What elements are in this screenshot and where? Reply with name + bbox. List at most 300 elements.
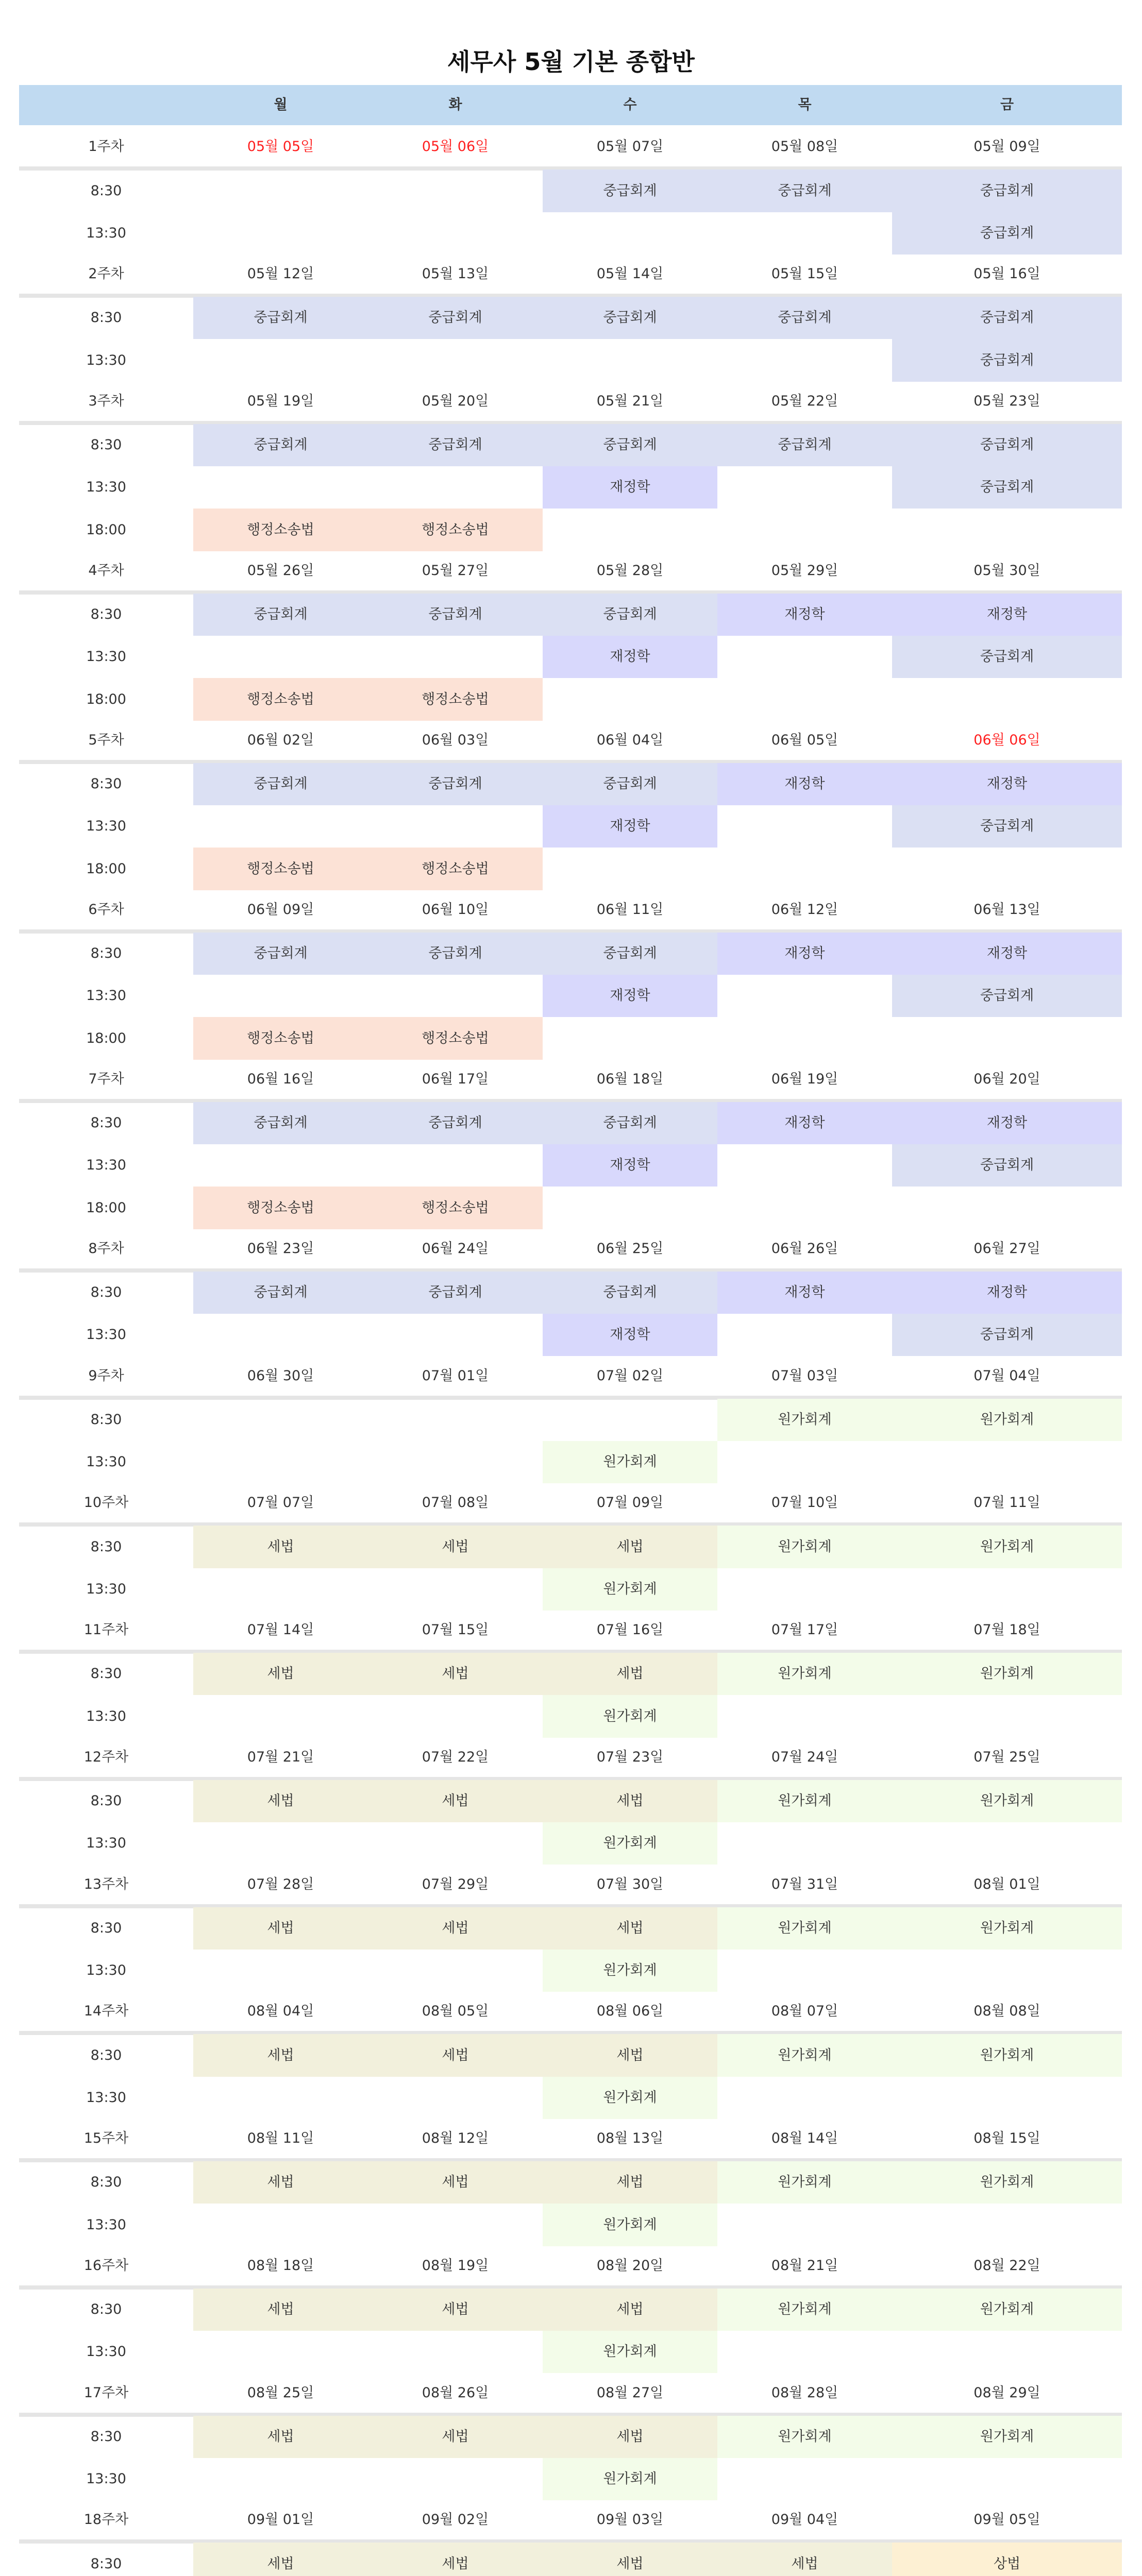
class-cell: 중급회계	[193, 424, 368, 466]
week-label: 9주차	[88, 1368, 124, 1384]
class-cell: 중급회계	[543, 933, 717, 975]
date-cell: 06월 09일	[247, 902, 314, 918]
week-label: 6주차	[88, 902, 124, 918]
date-cell: 05월 23일	[973, 393, 1040, 409]
empty-cell	[368, 212, 543, 255]
empty-cell	[193, 1568, 368, 1611]
class-cell: 세법	[368, 1907, 543, 1950]
empty-cell	[717, 805, 892, 848]
date-cell: 08월 19일	[422, 2258, 489, 2274]
empty-cell	[368, 2204, 543, 2246]
date-cell: 07월 23일	[596, 1749, 664, 1765]
date-cell: 05월 15일	[771, 266, 838, 282]
empty-cell	[368, 1441, 543, 1483]
date-cell: 07월 09일	[596, 1495, 664, 1511]
class-cell: 행정소송법	[193, 1017, 368, 1060]
class-cell: 원가회계	[892, 1653, 1122, 1695]
time-label: 8:30	[90, 1115, 122, 1131]
week-label: 8주차	[88, 1241, 124, 1257]
week-label: 10주차	[83, 1495, 129, 1511]
class-cell: 중급회계	[717, 170, 892, 212]
class-cell: 재정학	[892, 1272, 1122, 1314]
empty-cell	[717, 1568, 892, 1611]
class-cell: 원가회계	[543, 2077, 717, 2119]
empty-cell	[368, 170, 543, 212]
date-cell: 05월 13일	[422, 266, 489, 282]
class-cell: 원가회계	[543, 1822, 717, 1865]
day-header-row	[19, 85, 1122, 125]
class-cell: 중급회계	[368, 297, 543, 339]
empty-cell	[193, 2077, 368, 2119]
class-cell: 세법	[368, 2543, 543, 2576]
class-cell: 재정학	[543, 1314, 717, 1356]
date-cell: 08월 08일	[973, 2003, 1040, 2019]
date-cell: 05월 19일	[247, 393, 314, 409]
empty-cell	[193, 339, 368, 382]
date-cell: 07월 01일	[422, 1368, 489, 1384]
time-label: 8:30	[90, 1666, 122, 1682]
date-cell: 07월 30일	[596, 1876, 664, 1892]
date-cell: 09월 01일	[247, 2512, 314, 2528]
class-cell: 재정학	[717, 933, 892, 975]
class-cell: 재정학	[543, 466, 717, 509]
time-label: 13:30	[86, 2471, 126, 2487]
week-label: 2주차	[88, 266, 124, 282]
empty-cell	[892, 678, 1122, 721]
date-cell: 08월 25일	[247, 2385, 314, 2401]
empty-cell	[193, 1695, 368, 1738]
class-cell: 중급회계	[368, 1272, 543, 1314]
class-cell: 세법	[193, 1907, 368, 1950]
class-cell: 중급회계	[193, 1272, 368, 1314]
class-cell: 세법	[543, 2161, 717, 2204]
class-cell: 재정학	[892, 763, 1122, 805]
time-label: 13:30	[86, 2090, 126, 2106]
date-cell: 08월 27일	[596, 2385, 664, 2401]
time-label: 8:30	[90, 776, 122, 792]
class-cell: 중급회계	[543, 594, 717, 636]
class-cell: 원가회계	[717, 1526, 892, 1568]
empty-cell	[892, 2077, 1122, 2119]
class-cell: 원가회계	[892, 2034, 1122, 2077]
time-label: 13:30	[86, 1962, 126, 1978]
date-cell: 05월 20일	[422, 393, 489, 409]
date-cell: 05월 29일	[771, 563, 838, 579]
class-cell: 중급회계	[193, 594, 368, 636]
empty-cell	[717, 678, 892, 721]
empty-cell	[368, 1822, 543, 1865]
date-cell: 07월 24일	[771, 1749, 838, 1765]
week-label: 12주차	[83, 1749, 129, 1765]
date-cell: 09월 05일	[973, 2512, 1040, 2528]
empty-cell	[717, 636, 892, 678]
class-cell: 중급회계	[193, 1102, 368, 1144]
class-cell: 중급회계	[543, 170, 717, 212]
empty-cell	[543, 1017, 717, 1060]
class-cell: 원가회계	[543, 2204, 717, 2246]
empty-cell	[368, 2077, 543, 2119]
date-cell: 05월 27일	[422, 563, 489, 579]
date-cell: 06월 26일	[771, 1241, 838, 1257]
week-label: 4주차	[88, 563, 124, 579]
empty-cell	[543, 1399, 717, 1441]
class-cell: 중급회계	[892, 424, 1122, 466]
class-cell: 세법	[193, 2289, 368, 2331]
date-cell: 05월 28일	[596, 563, 664, 579]
empty-cell	[717, 1187, 892, 1229]
week-label: 5주차	[88, 732, 124, 748]
empty-cell	[892, 1441, 1122, 1483]
time-label: 13:30	[86, 1157, 126, 1173]
empty-cell	[193, 2458, 368, 2500]
class-cell: 원가회계	[543, 1695, 717, 1738]
class-cell: 중급회계	[892, 339, 1122, 382]
date-cell: 08월 01일	[973, 1876, 1040, 1892]
class-cell: 세법	[543, 1653, 717, 1695]
empty-cell	[368, 339, 543, 382]
date-cell: 09월 03일	[596, 2512, 664, 2528]
date-cell: 05월 16일	[973, 266, 1040, 282]
time-label: 13:30	[86, 1327, 126, 1343]
date-cell-holiday: 06월 06일	[973, 732, 1040, 748]
week-label: 17주차	[83, 2385, 129, 2401]
date-cell: 06월 11일	[596, 902, 664, 918]
class-cell: 세법	[543, 1526, 717, 1568]
date-cell: 07월 14일	[247, 1622, 314, 1638]
empty-cell	[193, 2204, 368, 2246]
date-cell: 06월 04일	[596, 732, 664, 748]
class-cell: 세법	[193, 2161, 368, 2204]
date-cell: 08월 13일	[596, 2130, 664, 2146]
date-cell: 06월 25일	[596, 1241, 664, 1257]
empty-cell	[717, 2331, 892, 2373]
class-cell: 세법	[368, 1780, 543, 1822]
class-cell: 재정학	[892, 933, 1122, 975]
date-cell: 08월 28일	[771, 2385, 838, 2401]
class-cell: 세법	[193, 2034, 368, 2077]
time-label: 18:00	[86, 861, 126, 877]
week-label: 3주차	[88, 393, 124, 409]
date-cell: 08월 18일	[247, 2258, 314, 2274]
class-cell: 세법	[368, 1526, 543, 1568]
empty-cell	[193, 975, 368, 1017]
week-label: 16주차	[83, 2258, 129, 2274]
date-cell: 08월 14일	[771, 2130, 838, 2146]
class-cell: 행정소송법	[368, 848, 543, 890]
date-cell: 06월 18일	[596, 1071, 664, 1087]
class-cell: 행정소송법	[368, 1017, 543, 1060]
day-header-mon: 월	[274, 97, 288, 113]
empty-cell	[717, 1144, 892, 1187]
date-cell: 06월 17일	[422, 1071, 489, 1087]
time-label: 8:30	[90, 2047, 122, 2063]
time-label: 18:00	[86, 522, 126, 538]
class-cell: 원가회계	[892, 2289, 1122, 2331]
empty-cell	[543, 339, 717, 382]
date-cell-holiday: 05월 05일	[247, 139, 314, 155]
date-cell: 07월 25일	[973, 1749, 1040, 1765]
time-label: 13:30	[86, 1708, 126, 1724]
empty-cell	[717, 1017, 892, 1060]
empty-cell	[717, 1822, 892, 1865]
class-cell: 원가회계	[543, 1568, 717, 1611]
date-cell: 06월 05일	[771, 732, 838, 748]
class-cell: 세법	[543, 2289, 717, 2331]
class-cell: 중급회계	[543, 1102, 717, 1144]
empty-cell	[717, 339, 892, 382]
class-cell: 중급회계	[892, 297, 1122, 339]
empty-cell	[717, 1950, 892, 1992]
class-cell: 원가회계	[717, 1907, 892, 1950]
date-cell: 06월 13일	[973, 902, 1040, 918]
date-cell: 05월 09일	[973, 139, 1040, 155]
empty-cell	[368, 466, 543, 509]
date-cell: 07월 18일	[973, 1622, 1040, 1638]
time-label: 8:30	[90, 310, 122, 326]
date-cell: 05월 14일	[596, 266, 664, 282]
time-label: 8:30	[90, 1284, 122, 1300]
class-cell: 세법	[193, 2416, 368, 2458]
class-cell: 재정학	[543, 636, 717, 678]
empty-cell	[368, 1568, 543, 1611]
empty-cell	[892, 1950, 1122, 1992]
empty-cell	[892, 1017, 1122, 1060]
empty-cell	[368, 1144, 543, 1187]
date-cell: 06월 30일	[247, 1368, 314, 1384]
time-label: 8:30	[90, 945, 122, 961]
empty-cell	[717, 1441, 892, 1483]
empty-cell	[717, 848, 892, 890]
date-cell: 05월 30일	[973, 563, 1040, 579]
empty-cell	[892, 1695, 1122, 1738]
empty-cell	[193, 805, 368, 848]
empty-cell	[717, 509, 892, 551]
time-label: 13:30	[86, 1581, 126, 1597]
time-label: 13:30	[86, 988, 126, 1004]
class-cell: 원가회계	[543, 2331, 717, 2373]
time-label: 8:30	[90, 437, 122, 453]
empty-cell	[193, 212, 368, 255]
class-cell: 세법	[543, 2034, 717, 2077]
date-cell: 05월 22일	[771, 393, 838, 409]
date-cell: 06월 10일	[422, 902, 489, 918]
class-cell: 중급회계	[368, 424, 543, 466]
empty-cell	[193, 1950, 368, 1992]
empty-cell	[368, 2331, 543, 2373]
empty-cell	[892, 2204, 1122, 2246]
time-label: 8:30	[90, 2174, 122, 2190]
empty-cell	[717, 975, 892, 1017]
class-cell: 세법	[543, 2543, 717, 2576]
time-label: 8:30	[90, 183, 122, 199]
empty-cell	[368, 2458, 543, 2500]
empty-cell	[892, 1568, 1122, 1611]
date-cell: 05월 26일	[247, 563, 314, 579]
class-cell: 원가회계	[717, 2161, 892, 2204]
class-cell: 세법	[193, 1653, 368, 1695]
empty-cell	[193, 2331, 368, 2373]
time-label: 8:30	[90, 2429, 122, 2445]
empty-cell	[892, 848, 1122, 890]
class-cell: 재정학	[543, 1144, 717, 1187]
week-label: 14주차	[83, 2003, 129, 2019]
class-cell: 중급회계	[717, 297, 892, 339]
class-cell: 세법	[193, 2543, 368, 2576]
class-cell: 세법	[717, 2543, 892, 2576]
time-label: 13:30	[86, 479, 126, 495]
class-cell: 세법	[543, 1780, 717, 1822]
class-cell: 세법	[368, 2416, 543, 2458]
week-label: 13주차	[83, 1876, 129, 1892]
class-cell: 중급회계	[368, 594, 543, 636]
empty-cell	[543, 1187, 717, 1229]
date-cell: 06월 20일	[973, 1071, 1040, 1087]
date-cell: 05월 07일	[596, 139, 664, 155]
date-cell: 07월 08일	[422, 1495, 489, 1511]
class-cell: 중급회계	[892, 170, 1122, 212]
date-cell: 07월 16일	[596, 1622, 664, 1638]
class-cell: 원가회계	[892, 1526, 1122, 1568]
class-cell: 원가회계	[892, 1907, 1122, 1950]
date-cell: 07월 03일	[771, 1368, 838, 1384]
date-cell: 08월 22일	[973, 2258, 1040, 2274]
date-cell: 06월 12일	[771, 902, 838, 918]
class-cell: 상법	[892, 2543, 1122, 2576]
class-cell: 중급회계	[892, 1144, 1122, 1187]
empty-cell	[368, 636, 543, 678]
date-cell: 08월 12일	[422, 2130, 489, 2146]
class-cell: 세법	[193, 1526, 368, 1568]
empty-cell	[892, 2331, 1122, 2373]
date-cell: 07월 04일	[973, 1368, 1040, 1384]
class-cell: 세법	[368, 2289, 543, 2331]
time-label: 8:30	[90, 606, 122, 622]
time-label: 8:30	[90, 2556, 122, 2572]
class-cell: 원가회계	[892, 1399, 1122, 1441]
date-cell: 07월 02일	[596, 1368, 664, 1384]
time-label: 8:30	[90, 1412, 122, 1428]
time-label: 8:30	[90, 1920, 122, 1936]
class-cell: 재정학	[892, 594, 1122, 636]
class-cell: 원가회계	[717, 1653, 892, 1695]
date-cell: 07월 22일	[422, 1749, 489, 1765]
empty-cell	[717, 466, 892, 509]
date-cell: 05월 08일	[771, 139, 838, 155]
empty-cell	[543, 509, 717, 551]
date-cell: 07월 21일	[247, 1749, 314, 1765]
date-cell: 07월 28일	[247, 1876, 314, 1892]
empty-cell	[717, 212, 892, 255]
date-cell: 08월 29일	[973, 2385, 1040, 2401]
time-label: 8:30	[90, 1793, 122, 1809]
date-cell: 07월 31일	[771, 1876, 838, 1892]
empty-cell	[193, 1144, 368, 1187]
class-cell: 행정소송법	[368, 509, 543, 551]
date-cell: 08월 11일	[247, 2130, 314, 2146]
class-cell: 행정소송법	[193, 1187, 368, 1229]
class-cell: 원가회계	[717, 1780, 892, 1822]
class-cell: 재정학	[717, 763, 892, 805]
time-label: 18:00	[86, 691, 126, 707]
empty-cell	[193, 636, 368, 678]
empty-cell	[543, 678, 717, 721]
day-header-wed: 수	[623, 97, 637, 113]
class-cell: 세법	[368, 2034, 543, 2077]
time-label: 13:30	[86, 225, 126, 241]
date-cell: 06월 03일	[422, 732, 489, 748]
class-cell: 중급회계	[368, 933, 543, 975]
class-cell: 원가회계	[717, 2416, 892, 2458]
week-label: 15주차	[83, 2130, 129, 2146]
time-label: 18:00	[86, 1030, 126, 1046]
empty-cell	[717, 1314, 892, 1356]
class-cell: 원가회계	[543, 1441, 717, 1483]
empty-cell	[892, 509, 1122, 551]
class-cell: 재정학	[543, 805, 717, 848]
week-label: 18주차	[83, 2512, 129, 2528]
class-cell: 중급회계	[892, 636, 1122, 678]
empty-cell	[717, 2077, 892, 2119]
empty-cell	[717, 2458, 892, 2500]
class-cell: 원가회계	[543, 2458, 717, 2500]
date-cell: 06월 23일	[247, 1241, 314, 1257]
empty-cell	[193, 1399, 368, 1441]
class-cell: 세법	[543, 1907, 717, 1950]
empty-cell	[368, 1314, 543, 1356]
class-cell: 중급회계	[543, 763, 717, 805]
class-cell: 재정학	[717, 1272, 892, 1314]
empty-cell	[368, 1399, 543, 1441]
week-label: 11주차	[83, 1622, 129, 1638]
class-cell: 행정소송법	[193, 509, 368, 551]
date-cell: 06월 19일	[771, 1071, 838, 1087]
time-label: 13:30	[86, 1835, 126, 1851]
date-cell-holiday: 05월 06일	[422, 139, 489, 155]
date-cell: 08월 21일	[771, 2258, 838, 2274]
empty-cell	[717, 2204, 892, 2246]
date-cell: 07월 11일	[973, 1495, 1040, 1511]
time-label: 13:30	[86, 2344, 126, 2360]
class-cell: 원가회계	[892, 2161, 1122, 2204]
week-label: 7주차	[88, 1071, 124, 1087]
class-cell: 중급회계	[892, 1314, 1122, 1356]
date-cell: 06월 24일	[422, 1241, 489, 1257]
empty-cell	[193, 1314, 368, 1356]
class-cell: 재정학	[892, 1102, 1122, 1144]
day-header-thu: 목	[798, 97, 812, 113]
class-cell: 중급회계	[368, 763, 543, 805]
class-cell: 세법	[368, 1653, 543, 1695]
class-cell: 재정학	[717, 594, 892, 636]
date-cell: 07월 15일	[422, 1622, 489, 1638]
date-cell: 08월 07일	[771, 2003, 838, 2019]
date-cell: 07월 17일	[771, 1622, 838, 1638]
day-header-tue: 화	[448, 97, 462, 113]
class-cell: 행정소송법	[193, 848, 368, 890]
class-cell: 중급회계	[892, 975, 1122, 1017]
empty-cell	[368, 805, 543, 848]
class-cell: 재정학	[543, 975, 717, 1017]
week-label: 1주차	[88, 139, 124, 155]
time-label: 13:30	[86, 2217, 126, 2233]
empty-cell	[193, 170, 368, 212]
class-cell: 원가회계	[892, 2416, 1122, 2458]
class-cell: 재정학	[717, 1102, 892, 1144]
class-cell: 중급회계	[892, 805, 1122, 848]
empty-cell	[368, 975, 543, 1017]
class-cell: 중급회계	[193, 933, 368, 975]
empty-cell	[892, 1822, 1122, 1865]
